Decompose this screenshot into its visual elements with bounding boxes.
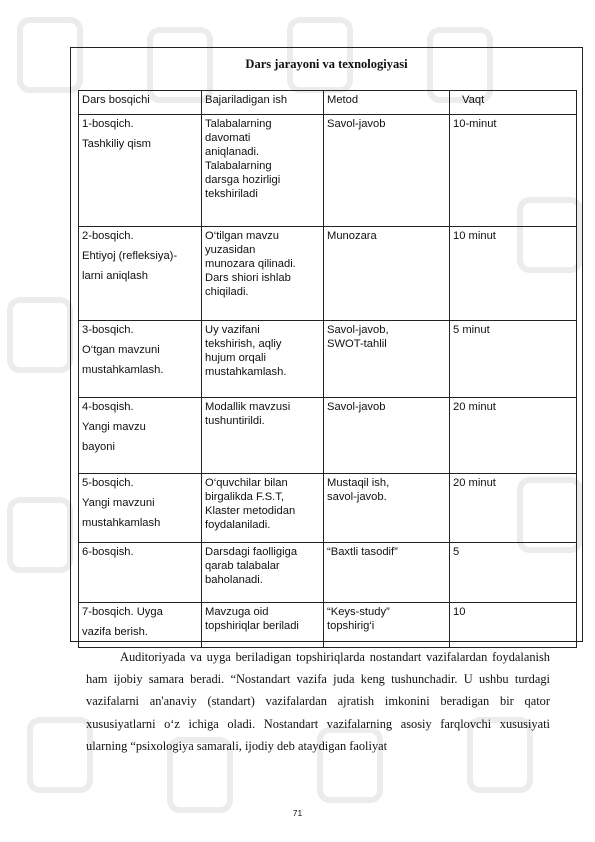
method-line: Munozara bbox=[327, 230, 377, 242]
cell-stage bbox=[79, 603, 202, 648]
cell-stage bbox=[79, 474, 202, 543]
lesson-table bbox=[78, 90, 577, 648]
stage-line: mustahkamlash. bbox=[82, 364, 164, 376]
work-line: hujum orqali bbox=[205, 352, 266, 364]
cell-stage bbox=[79, 227, 202, 321]
method-line: SWOT-tahlil bbox=[327, 338, 387, 350]
table-row bbox=[79, 543, 577, 603]
stage-line: mustahkamlash bbox=[82, 517, 161, 529]
stage-line: Tashkiliy qism bbox=[82, 138, 152, 150]
work-line: tushuntirildi. bbox=[205, 415, 265, 427]
header-time-label: Vaqt bbox=[462, 94, 485, 106]
method-line: “Keys-study” bbox=[327, 606, 390, 618]
cell-work bbox=[202, 543, 324, 603]
work-line: mustahkamlash. bbox=[205, 366, 287, 378]
table-row bbox=[79, 603, 577, 648]
table-row bbox=[79, 227, 577, 321]
body-paragraph bbox=[86, 646, 550, 757]
stage-line: bayoni bbox=[82, 441, 115, 453]
stage-line: Yangi mavzuni bbox=[82, 497, 155, 509]
method-line: Mustaqil ish, bbox=[327, 477, 390, 489]
work-line: darsga hozirligi bbox=[205, 174, 281, 186]
table-row bbox=[79, 321, 577, 398]
stage-line: 2-bosqich. bbox=[82, 230, 134, 242]
table-caption bbox=[70, 57, 583, 72]
work-line: O‘quvchilar bilan bbox=[205, 477, 288, 489]
stage-line: 5-bosqich. bbox=[82, 477, 134, 489]
stage-line: vazifa berish. bbox=[82, 626, 148, 638]
cell-stage bbox=[79, 321, 202, 398]
work-line: O‘tilgan mavzu bbox=[205, 230, 279, 242]
work-line: Uy vazifani bbox=[205, 324, 260, 336]
table-row bbox=[79, 115, 577, 227]
table-row bbox=[79, 398, 577, 474]
cell-stage bbox=[79, 115, 202, 227]
work-line: Talabalarning bbox=[205, 118, 272, 130]
cell-time: 10-minut bbox=[450, 115, 577, 227]
cell-time: 10 bbox=[450, 603, 577, 648]
cell-stage bbox=[79, 398, 202, 474]
stage-line: larni aniqlash bbox=[82, 270, 148, 282]
work-line: Klaster metodidan bbox=[205, 505, 296, 517]
stage-line: O‘tgan mavzuni bbox=[82, 344, 160, 356]
cell-time: 5 bbox=[450, 543, 577, 603]
work-line: Darsdagi faolligiga bbox=[205, 546, 298, 558]
cell-work bbox=[202, 398, 324, 474]
cell-work bbox=[202, 474, 324, 543]
work-line: yuzasidan bbox=[205, 244, 256, 256]
work-line: chiqiladi. bbox=[205, 286, 249, 298]
table-body bbox=[79, 115, 577, 648]
method-line: savol-javob. bbox=[327, 491, 387, 503]
cell-method bbox=[324, 227, 450, 321]
cell-method bbox=[324, 474, 450, 543]
cell-stage bbox=[79, 543, 202, 603]
cell-method bbox=[324, 398, 450, 474]
cell-method bbox=[324, 543, 450, 603]
stage-line: 6-bosqish. bbox=[82, 546, 134, 558]
cell-time: 10 minut bbox=[450, 227, 577, 321]
page-number: 71 bbox=[292, 808, 303, 818]
work-line: baholanadi. bbox=[205, 574, 263, 586]
cell-method bbox=[324, 115, 450, 227]
method-line: Savol-javob bbox=[327, 118, 386, 130]
work-line: birgalikda F.S.T, bbox=[205, 491, 284, 503]
work-line: Talabalarning bbox=[205, 160, 272, 172]
method-line: Savol-javob bbox=[327, 401, 386, 413]
stage-line: 7-bosqich. Uyga bbox=[82, 606, 163, 618]
work-line: Mavzuga oid bbox=[205, 606, 269, 618]
cell-method bbox=[324, 321, 450, 398]
cell-time: 20 minut bbox=[450, 398, 577, 474]
cell-method bbox=[324, 603, 450, 648]
table-row bbox=[79, 474, 577, 543]
work-line: tekshiriladi bbox=[205, 188, 258, 200]
stage-line: 4-bosqish. bbox=[82, 401, 134, 413]
cell-time: 5 minut bbox=[450, 321, 577, 398]
work-line: aniqlanadi. bbox=[205, 146, 260, 158]
cell-work bbox=[202, 603, 324, 648]
stage-line: Ehtiyoj (refleksiya)- bbox=[82, 250, 178, 262]
work-line: tekshirish, aqliy bbox=[205, 338, 282, 350]
stage-line: 3-bosqich. bbox=[82, 324, 134, 336]
work-line: Dars shiori ishlab bbox=[205, 272, 291, 284]
cell-time: 20 minut bbox=[450, 474, 577, 543]
work-line: Modallik mavzusi bbox=[205, 401, 291, 413]
caption-title: Dars jarayoni va texnologiyasi bbox=[245, 57, 408, 71]
method-line: topshirig‘i bbox=[327, 620, 375, 632]
work-line: davomati bbox=[205, 132, 251, 144]
cell-work bbox=[202, 227, 324, 321]
cell-work bbox=[202, 321, 324, 398]
header-method: Metod bbox=[324, 91, 450, 115]
work-line: qarab talabalar bbox=[205, 560, 280, 572]
work-line: munozara qilinadi. bbox=[205, 258, 296, 270]
stage-line: 1-bosqich. bbox=[82, 118, 134, 130]
method-line: “Baxtli tasodif” bbox=[327, 546, 398, 558]
stage-line: Yangi mavzu bbox=[82, 421, 146, 433]
header-time bbox=[450, 91, 577, 115]
work-line: foydalaniladi. bbox=[205, 519, 271, 531]
work-line: topshiriqlar beriladi bbox=[205, 620, 299, 632]
header-stage: Dars bosqichi bbox=[79, 91, 202, 115]
paragraph-text: Auditoriyada va uyga beriladigan topshiriqlarda nostandart vazifalardan foydalanish ham ijobiy samara beradi. “Nostandart vazifa juda keng tushunchadir. U ushbu turdagi vazifalarni an'anaviy (standart) vazifalardan ajratish imkonini beradigan bir qator xususiyatlarni o‘z ichiga oladi. Nostandart vazifalarning asosiy farqlovchi xususiyati ularning “psixologiya samarali, ijodiy deb ataydigan faoliyat bbox=[86, 650, 550, 753]
method-line: Savol-javob, bbox=[327, 324, 389, 336]
cell-work bbox=[202, 115, 324, 227]
header-work: Bajariladigan ish bbox=[202, 91, 324, 115]
table-header-row bbox=[79, 91, 577, 115]
